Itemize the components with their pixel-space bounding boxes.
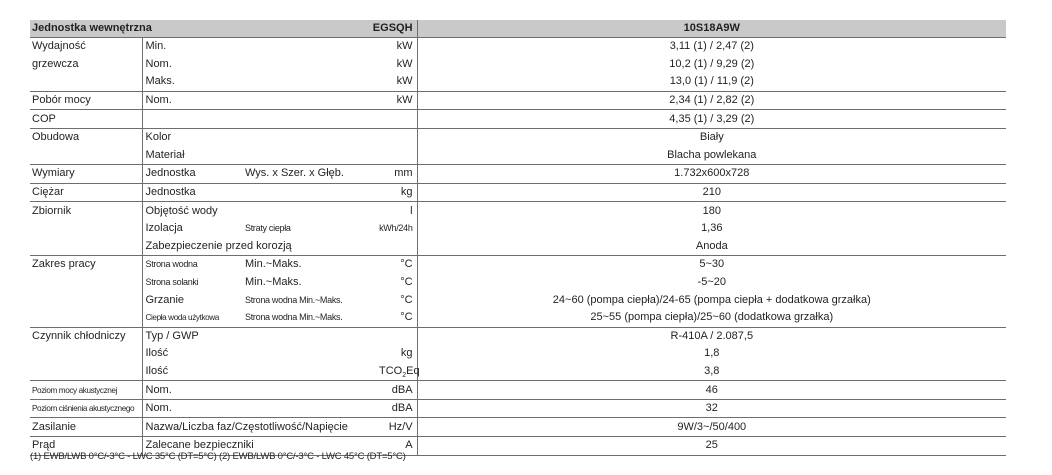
- table-row: [30, 202, 1006, 220]
- table-row: [30, 399, 1006, 418]
- table-row: [30, 91, 1006, 110]
- row-category: Zbiornik: [30, 202, 142, 220]
- row-value: R-410A / 2.087,5: [417, 327, 1006, 345]
- row-category: [30, 220, 142, 238]
- row-subcategory: Jednostka: [142, 183, 377, 202]
- row-category: Czynnik chłodniczy: [30, 327, 142, 345]
- table-row: [30, 381, 1006, 400]
- row-value: 32: [417, 399, 1006, 418]
- table-row: [30, 274, 1006, 292]
- row-subcategory: Ilość: [142, 363, 377, 381]
- row-value: 210: [417, 183, 1006, 202]
- row-category: [30, 291, 142, 309]
- row-category: [30, 309, 142, 327]
- row-value: 13,0 (1) / 11,9 (2): [417, 73, 1006, 91]
- row-unit: [377, 110, 417, 129]
- table-row: [30, 345, 1006, 363]
- row-value: 180: [417, 202, 1006, 220]
- row-category: Poziom mocy akustycznej: [30, 381, 142, 400]
- row-unit: Hz/V: [377, 418, 417, 437]
- row-value: -5~20: [417, 274, 1006, 292]
- row-category: Obudowa: [30, 128, 142, 146]
- row-category: [30, 274, 142, 292]
- row-unit: kW: [377, 91, 417, 110]
- row-unit: °C: [377, 274, 417, 292]
- row-value: 25~55 (pompa ciepła)/25~60 (dodatkowa grzałka): [417, 309, 1006, 327]
- table-row: [30, 309, 1006, 327]
- table-row: [30, 256, 1006, 274]
- row-subcategory: Ciepła woda użytkowa: [142, 309, 243, 327]
- table-header-row: [30, 20, 1006, 38]
- header-model: 10S18A9W: [417, 20, 1006, 38]
- table-row: [30, 183, 1006, 202]
- row-category: Prąd: [30, 437, 142, 456]
- table-row: [30, 128, 1006, 146]
- table-row: [30, 110, 1006, 129]
- row-unit: [377, 128, 417, 146]
- row-value: Biały: [417, 128, 1006, 146]
- row-unit: dBA: [377, 399, 417, 418]
- row-unit: kW: [377, 56, 417, 74]
- row-value: 2,34 (1) / 2,82 (2): [417, 91, 1006, 110]
- row-category: COP: [30, 110, 142, 129]
- row-unit: kWh/24h: [377, 220, 417, 238]
- row-subcategory: Zalecane bezpieczniki: [142, 437, 377, 456]
- row-category: [30, 345, 142, 363]
- table-row: [30, 291, 1006, 309]
- row-category: Zasilanie: [30, 418, 142, 437]
- row-unit: kg: [377, 345, 417, 363]
- row-subcategory: Nazwa/Liczba faz/Częstotliwość/Napięcie: [142, 418, 377, 437]
- table-row: [30, 238, 1006, 256]
- table-row: [30, 147, 1006, 165]
- row-detail: Min.~Maks.: [243, 256, 377, 274]
- row-category: Ciężar: [30, 183, 142, 202]
- row-detail: Straty ciepła: [243, 220, 377, 238]
- row-unit: kW: [377, 38, 417, 56]
- table-row: [30, 418, 1006, 437]
- row-subcategory: Nom.: [142, 91, 377, 110]
- row-unit: kW: [377, 73, 417, 91]
- row-subcategory: Nom.: [142, 399, 377, 418]
- row-subcategory: Maks.: [142, 73, 377, 91]
- row-unit: [377, 238, 417, 256]
- footnote: (1) EWB/LWB 0°C/-3°C - LWC 35°C (DT=5°C) (2) EWB/LWB 0°C/-3°C - LWC 45°C (DT=5°C): [30, 451, 406, 462]
- row-category: Wymiary: [30, 165, 142, 184]
- row-subcategory: Zabezpieczenie przed korozją: [142, 238, 377, 256]
- row-value: 4,35 (1) / 3,29 (2): [417, 110, 1006, 129]
- table-row: [30, 363, 1006, 381]
- row-subcategory: Min.: [142, 38, 377, 56]
- row-value: 9W/3~/50/400: [417, 418, 1006, 437]
- row-value: 1,8: [417, 345, 1006, 363]
- row-subcategory: Typ / GWP: [142, 327, 377, 345]
- row-unit: l: [377, 202, 417, 220]
- row-value: 3,8: [417, 363, 1006, 381]
- row-subcategory: Nom.: [142, 381, 377, 400]
- row-value: 1,36: [417, 220, 1006, 238]
- row-value: 1.732x600x728: [417, 165, 1006, 184]
- row-subcategory: Kolor: [142, 128, 377, 146]
- row-category: Poziom ciśnienia akustycznego: [30, 399, 142, 418]
- row-detail: Min.~Maks.: [243, 274, 377, 292]
- row-category: [30, 73, 142, 91]
- spec-table: [30, 20, 1006, 456]
- row-category: [30, 238, 142, 256]
- table-row: [30, 56, 1006, 74]
- row-subcategory: Izolacja: [142, 220, 243, 238]
- row-unit: kg: [377, 183, 417, 202]
- row-category: [30, 147, 142, 165]
- row-unit: °C: [377, 256, 417, 274]
- row-value: 3,11 (1) / 2,47 (2): [417, 38, 1006, 56]
- table-row: [30, 220, 1006, 238]
- row-subcategory: [142, 110, 377, 129]
- row-subcategory: Materiał: [142, 147, 377, 165]
- row-subcategory: Objętość wody: [142, 202, 377, 220]
- row-unit: mm: [377, 165, 417, 184]
- row-subcategory: Jednostka: [142, 165, 243, 184]
- row-value: 25: [417, 437, 1006, 456]
- row-category: [30, 363, 142, 381]
- row-category: Pobór mocy: [30, 91, 142, 110]
- row-value: 10,2 (1) / 9,29 (2): [417, 56, 1006, 74]
- table-row: [30, 73, 1006, 91]
- table-row: [30, 165, 1006, 184]
- table-row: [30, 327, 1006, 345]
- row-subcategory: Strona solanki: [142, 274, 243, 292]
- row-detail: Strona wodna Min.~Maks.: [243, 291, 377, 309]
- row-value: Anoda: [417, 238, 1006, 256]
- row-unit: °C: [377, 291, 417, 309]
- row-value: 46: [417, 381, 1006, 400]
- header-model-series: EGSQH: [243, 20, 417, 38]
- row-unit: $TCO_2Eq$: [377, 363, 417, 381]
- row-subcategory: Grzanie: [142, 291, 243, 309]
- row-detail: Wys. x Szer. x Głęb.: [243, 165, 377, 184]
- row-value: Blacha powlekana: [417, 147, 1006, 165]
- row-unit: dBA: [377, 381, 417, 400]
- row-category: grzewcza: [30, 56, 142, 74]
- row-unit: °C: [377, 309, 417, 327]
- row-subcategory: Strona wodna: [142, 256, 243, 274]
- row-unit: [377, 147, 417, 165]
- row-value: 5~30: [417, 256, 1006, 274]
- row-unit: [377, 327, 417, 345]
- header-unit-label: Jednostka wewnętrzna: [30, 20, 243, 38]
- row-subcategory: Ilość: [142, 345, 377, 363]
- row-subcategory: Nom.: [142, 56, 377, 74]
- row-value: 24~60 (pompa ciepła)/24-65 (pompa ciepła + dodatkowa grzałka): [417, 291, 1006, 309]
- row-unit: A: [377, 437, 417, 456]
- row-detail: Strona wodna Min.~Maks.: [243, 309, 377, 327]
- row-category: Wydajność: [30, 38, 142, 56]
- row-category: Zakres pracy: [30, 256, 142, 274]
- table-row: [30, 38, 1006, 56]
